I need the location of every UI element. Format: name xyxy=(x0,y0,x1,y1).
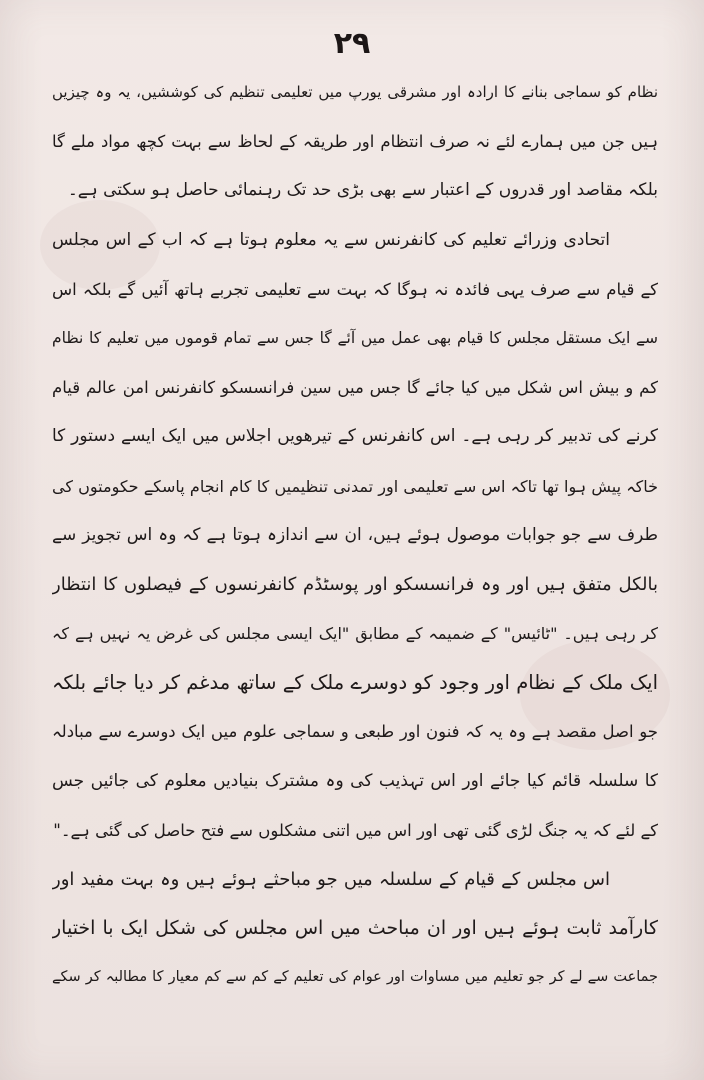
text-line: نظام کو سماجی بنانے کا ارادہ اور مشرقی یورپ میں تعلیمی تنظیم کی کوششیں، یہ وہ چیزیں xyxy=(52,83,658,101)
paragraph-start-line: اتحادی وزرائے تعلیم کی کانفرنس سے یہ معلوم ہوتا ہے کہ اب کے اس مجلس xyxy=(52,229,610,250)
text-line: ہیں جن میں ہمارے لئے نہ صرف انتظام اور طریقہ کے لحاظ سے بہت کچھ مواد ملے گا xyxy=(52,132,658,152)
text-line: بالکل متفق ہیں اور وہ فرانسسکو اور پوسٹڈم کانفرنسوں کے فیصلوں کا انتظار xyxy=(52,573,658,595)
text-line: کر رہی ہیں۔ "ٹائیس" کے ضمیمہ کے مطابق "ایک ایسی مجلس کی غرض یہ نہیں ہے کہ xyxy=(52,624,658,644)
text-line: جو اصل مقصد ہے وہ یہ کہ فنون اور طبعی و سماجی علوم میں ایک دوسرے سے مبادلہ xyxy=(52,722,658,742)
text-line: کے لئے کہ یہ جنگ لڑی گئی تھی اور اس میں اتنی مشکلوں سے فتح حاصل کی گئی ہے۔" xyxy=(53,820,658,840)
text-line: طرف سے جو جوابات موصول ہوئے ہیں، ان سے اندازہ ہوتا ہے کہ وہ اس تجویز سے xyxy=(52,524,658,545)
text-line: کے قیام سے صرف یہی فائدہ نہ ہوگا کہ بہت سے تعلیمی تجربے ہاتھ آئیں گے بلکہ اس xyxy=(52,279,658,299)
body-text xyxy=(52,68,658,1003)
page-number: ۲۹ xyxy=(333,26,371,61)
text-line: کم و بیش اس شکل میں کیا جائے گا جس میں سین فرانسسکو کانفرنس امن عالم قیام xyxy=(52,378,658,398)
text-line: کرنے کی تدبیر کر رہی ہے۔ اس کانفرنس کے تیرھویں اجلاس میں ایک ایسے دستور کا xyxy=(52,426,658,447)
text-line: سے ایک مستقل مجلس کا قیام بھی عمل میں آئے گا جس سے تمام قوموں میں تعلیم کا نظام xyxy=(52,328,658,347)
paragraph-start-line: اس مجلس کے قیام کے سلسلہ میں جو مباحثے ہوئے ہیں وہ بہت مفید اور xyxy=(52,869,610,890)
text-line: کا سلسلہ قائم کیا جائے اور اس تہذیب کی وہ مشترک بنیادیں معلوم کی جائیں جس xyxy=(52,770,658,791)
text-line: جماعت سے لے کر جو تعلیم میں مساوات اور عوام کی تعلیم کے کم سے کم معیار کا مطالبہ کر سکے xyxy=(52,969,658,986)
text-line: کارآمد ثابت ہوئے ہیں اور ان مباحث میں اس مجلس کی شکل ایک با اختیار xyxy=(52,917,658,940)
text-line: بلکہ مقاصد اور قدروں کے اعتبار سے بھی بڑی حد تک رہنمائی حاصل ہو سکتی ہے۔ xyxy=(67,180,658,201)
text-line: خاکہ پیش ہوا تھا تاکہ اس سے تعلیمی اور تمدنی تنظیمیں کا کام انجام پاسکے حکومتوں کی xyxy=(52,476,658,496)
text-line: ایک ملک کے نظام اور وجود کو دوسرے ملک کے ساتھ مدغم کر دیا جائے بلکہ xyxy=(52,671,658,695)
